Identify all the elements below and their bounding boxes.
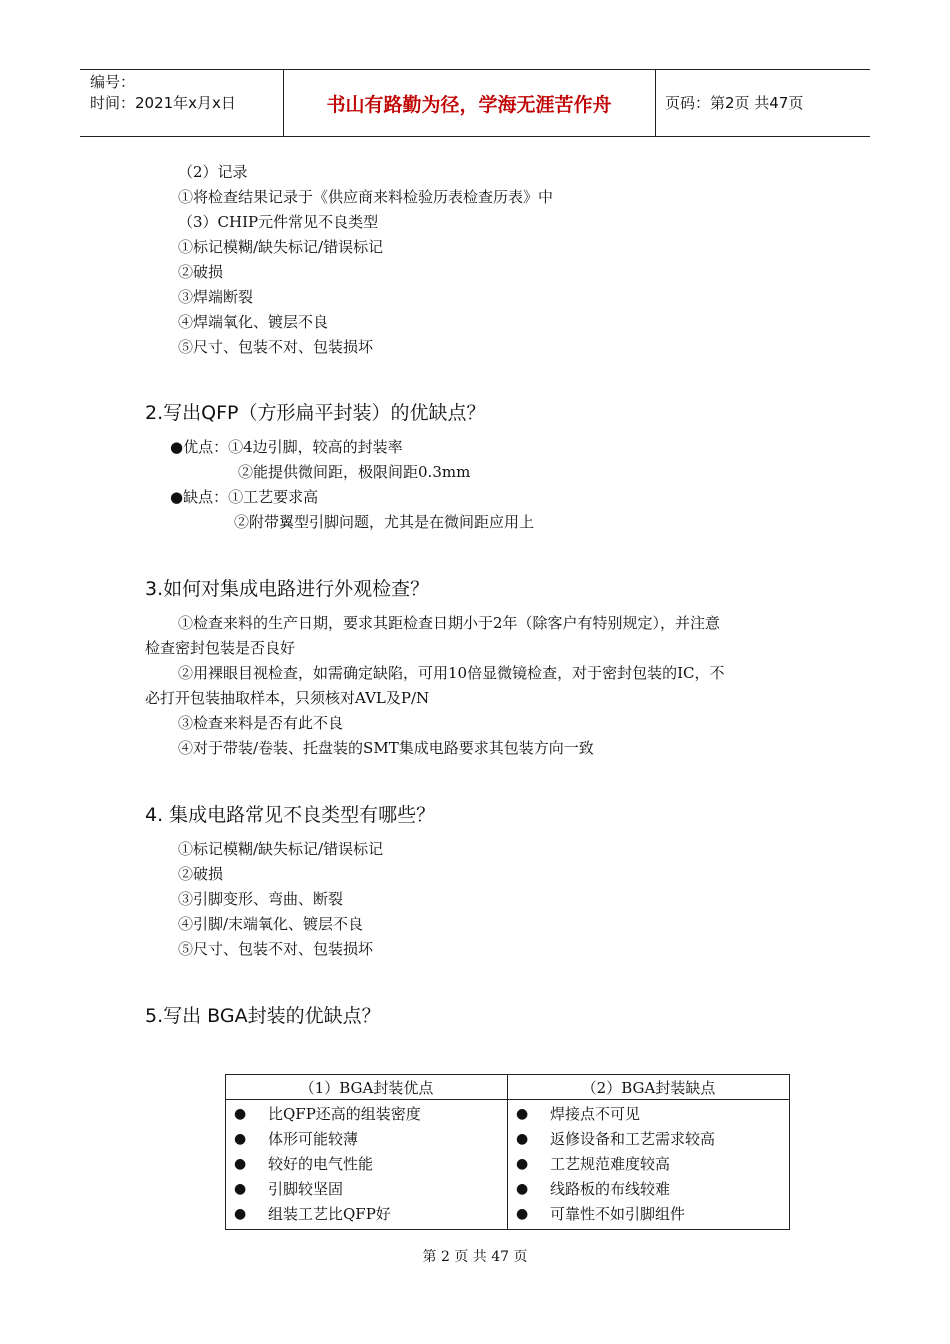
page-footer: 第 2 页 共 47 页 [422, 1249, 528, 1265]
q3-para-2a: ②用裸眼目视检查，如需确定缺陷，可用10倍显微镜检查，对于密封包装的IC，不 [178, 664, 725, 682]
chip-defect-item: ①标记模糊/缺失标记/错误标记 [178, 238, 384, 256]
bullet-icon: ● [516, 1106, 529, 1122]
list-item: ● 组装工艺比QFP好 [226, 1202, 507, 1227]
header-page-info: 页码：第2页 共47页 [665, 94, 804, 112]
list-item: ● 引脚较坚固 [226, 1177, 507, 1202]
chip-defect-item: ②破损 [178, 263, 224, 281]
bullet-icon: ● [516, 1131, 529, 1147]
serial-label: 编号： [90, 73, 136, 91]
bullet-icon: ● [234, 1206, 247, 1222]
chip-defect-item: ⑤尺寸、包装不对、包装损坏 [178, 338, 374, 356]
qfp-cons-1: ●缺点：①工艺要求高 [170, 488, 319, 506]
list-item: ● 较好的电气性能 [226, 1152, 507, 1177]
qfp-cons-2: ②附带翼型引脚问题，尤其是在微间距应用上 [234, 513, 535, 531]
bullet-icon: ● [516, 1156, 529, 1172]
header-divider-right [655, 70, 656, 136]
list-item: ● 返修设备和工艺需求较高 [508, 1127, 789, 1152]
list-item: ● 比QFP还高的组装密度 [226, 1102, 507, 1127]
list-item: ● 线路板的布线较难 [508, 1177, 789, 1202]
q3-para-3: ③检查来料是否有此不良 [178, 714, 344, 732]
header-top-rule [80, 69, 870, 70]
header-motto: 书山有路勤为径，学海无涯苦作舟 [326, 94, 612, 116]
q4-heading: 4. 集成电路常见不良类型有哪些？ [145, 804, 436, 826]
pros-cell [226, 1100, 508, 1230]
bga-comparison-table [225, 1074, 790, 1230]
q3-para-1a: ①检查来料的生产日期，要求其距检查日期小于2年（除客户有特别规定），并注意 [178, 614, 721, 632]
ic-defect-item: ②破损 [178, 865, 224, 883]
header-bottom-rule [80, 136, 870, 137]
bullet-icon: ● [516, 1181, 529, 1197]
q2-heading: 2.写出QFP（方形扁平封装）的优缺点？ [145, 402, 486, 424]
col-cons-header: （2）BGA封装缺点 [508, 1075, 790, 1100]
bullet-icon: ● [234, 1106, 247, 1122]
record-title: （2）记录 [178, 163, 248, 181]
q3-heading: 3.如何对集成电路进行外观检查？ [145, 578, 430, 600]
list-item: ● 工艺规范难度较高 [508, 1152, 789, 1177]
q3-para-4: ④对于带装/卷装、托盘装的SMT集成电路要求其包装方向一致 [178, 739, 594, 757]
bullet-icon: ● [234, 1181, 247, 1197]
ic-defect-item: ③引脚变形、弯曲、断裂 [178, 890, 344, 908]
record-item: ①将检查结果记录于《供应商来料检验历表检查历表》中 [178, 188, 554, 206]
ic-defect-item: ①标记模糊/缺失标记/错误标记 [178, 840, 384, 858]
qfp-pros-1: ●优点：①4边引脚，较高的封装率 [170, 438, 403, 456]
chip-defects-title: （3）CHIP元件常见不良类型 [178, 213, 379, 231]
time-label: 时间：2021年x月x日 [90, 94, 236, 112]
ic-defect-item: ④引脚/末端氧化、镀层不良 [178, 915, 364, 933]
cons-cell [508, 1100, 790, 1230]
chip-defect-item: ④焊端氧化、镀层不良 [178, 313, 329, 331]
bullet-icon: ● [516, 1206, 529, 1222]
bullet-icon: ● [234, 1156, 247, 1172]
table-header-row [226, 1075, 790, 1100]
bullet-icon: ● [234, 1131, 247, 1147]
col-pros-header: （1）BGA封装优点 [226, 1075, 508, 1100]
table-row [226, 1100, 790, 1230]
header-meta [90, 72, 236, 114]
qfp-pros-2: ②能提供微间距，极限间距0.3mm [238, 463, 471, 481]
q3-para-2b: 必打开包装抽取样本，只须核对AVL及P/N [145, 689, 430, 707]
list-item: ● 可靠性不如引脚组件 [508, 1202, 789, 1227]
list-item: ● 焊接点不可见 [508, 1102, 789, 1127]
chip-defect-item: ③焊端断裂 [178, 288, 254, 306]
q5-heading: 5.写出 BGA封装的优缺点？ [145, 1005, 381, 1027]
ic-defect-item: ⑤尺寸、包装不对、包装损坏 [178, 940, 374, 958]
q3-para-1b: 检查密封包装是否良好 [145, 639, 296, 657]
list-item: ● 体形可能较薄 [226, 1127, 507, 1152]
